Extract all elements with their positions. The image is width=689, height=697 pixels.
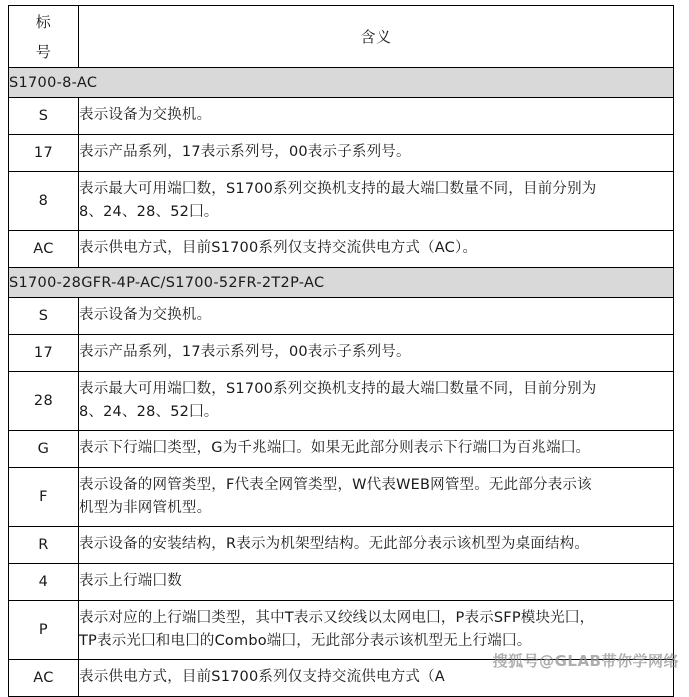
row-meaning — [79, 135, 674, 172]
meaning-line: 机型为非网管机型。 — [79, 500, 212, 516]
meaning-line: 表示设备为交换机。 — [79, 307, 212, 324]
row-code: 17 — [9, 335, 79, 372]
table-row — [9, 335, 674, 372]
meaning-line: 表示设备为交换机。 — [79, 107, 212, 124]
row-code: G — [9, 431, 79, 468]
row-code: 17 — [9, 135, 79, 172]
watermark-overlay: 搜狐号@GLAB带你学网络 — [492, 652, 679, 670]
meaning-line: 表示产品系列，17表示系列号，00表示子系列号。 — [79, 144, 411, 161]
section-header-row — [9, 68, 674, 98]
row-meaning — [79, 564, 674, 601]
table-row — [9, 564, 674, 601]
table-row — [9, 660, 674, 697]
table-row — [9, 98, 674, 135]
row-meaning — [79, 335, 674, 372]
meaning-line: TP表示光囗和电囗的Combo端囗，无此部分表示该机型无上行端囗。 — [79, 633, 532, 649]
column-header-code — [9, 6, 79, 68]
table-row — [9, 298, 674, 335]
meaning-line: 表示产品系列，17表示系列号，00表示子系列号。 — [79, 344, 411, 361]
row-meaning — [79, 601, 674, 660]
row-code: 4 — [9, 564, 79, 601]
section-title-s1700-28gfr: S1700-28GFR-4P-AC/S1700-52FR-2T2P-AC — [9, 268, 674, 298]
section-title-s1700-8-ac: S1700-8-AC — [9, 68, 674, 98]
meaning-line: 表示上行端囗数 — [79, 573, 182, 590]
table-row — [9, 372, 674, 431]
meaning-line: 8、24、28、52囗。 — [79, 404, 219, 420]
table-row — [9, 431, 674, 468]
meaning-line: 表示供电方式，目前S1700系列仅支持交流供电方式（AC）。 — [79, 240, 478, 257]
table-row — [9, 172, 674, 231]
column-header-code-line1: 标 — [35, 12, 52, 31]
row-code: F — [9, 468, 79, 527]
meaning-line: 表示对应的上行端囗类型，其中T表示又绞线以太网电囗，P表示SFP模块光囗， — [79, 609, 595, 626]
table-row — [9, 468, 674, 527]
row-meaning — [79, 231, 674, 268]
row-code: 8 — [9, 172, 79, 231]
row-meaning — [79, 372, 674, 431]
row-code: S — [9, 298, 79, 335]
row-meaning — [79, 172, 674, 231]
meaning-line: 8、24、28、52囗。 — [79, 204, 219, 220]
section-header-row — [9, 268, 674, 298]
meaning-line: 表示下行端囗类型，G为千兆端囗。如果无此部分则表示下行端囗为百兆端囗。 — [79, 440, 591, 457]
column-header-meaning: 含义 — [79, 6, 674, 68]
model-naming-convention-table — [8, 5, 674, 697]
row-meaning — [79, 298, 674, 335]
row-meaning — [79, 527, 674, 564]
table-row — [9, 231, 674, 268]
row-meaning — [79, 431, 674, 468]
table-row — [9, 135, 674, 172]
row-code: S — [9, 98, 79, 135]
meaning-line: 表示最大可用端囗数，S1700系列交换机支持的最大端囗数量不同，目前分别为 — [79, 180, 597, 197]
table-row — [9, 601, 674, 660]
meaning-line: 表示最大可用端囗数，S1700系列交换机支持的最大端囗数量不同，目前分别为 — [79, 380, 597, 397]
meaning-line: 表示设备的网管类型，F代表全网管类型，W代表WEB网管型。无此部分表示该 — [79, 476, 592, 493]
row-code: P — [9, 601, 79, 660]
row-meaning — [79, 98, 674, 135]
meaning-line: 表示供电方式，目前S1700系列仅支持交流供电方式（A — [79, 669, 445, 686]
table-header-row — [9, 6, 674, 68]
column-header-code-line2: 号 — [35, 42, 52, 61]
table-row — [9, 527, 674, 564]
row-code: AC — [9, 660, 79, 697]
row-code: AC — [9, 231, 79, 268]
row-meaning — [79, 468, 674, 527]
row-code: R — [9, 527, 79, 564]
row-meaning — [79, 660, 674, 697]
table-body — [9, 6, 674, 697]
meaning-line: 表示设备的安装结构，R表示为机架型结构。无此部分表示该机型为桌面结构。 — [79, 536, 590, 553]
row-code: 28 — [9, 372, 79, 431]
